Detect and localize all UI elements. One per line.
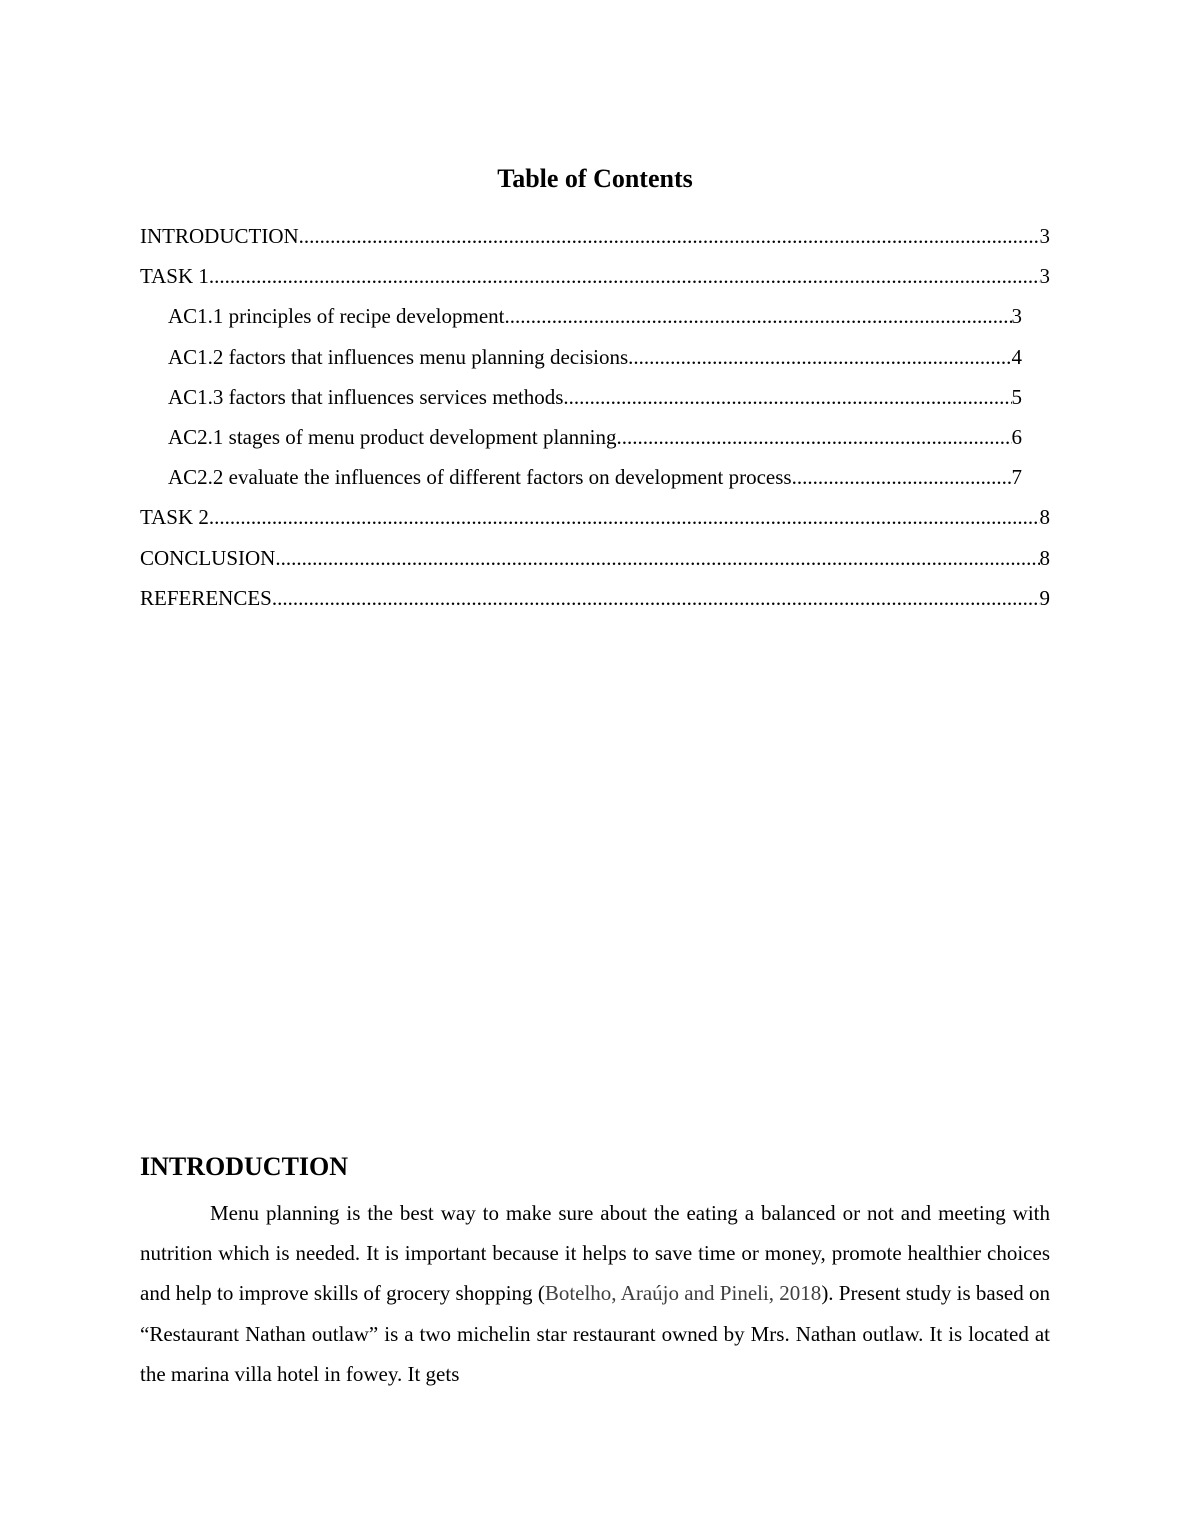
toc-entry-label: TASK 1 — [140, 264, 209, 289]
toc-entry-page: 3 — [1039, 224, 1050, 248]
toc-entry-conclusion[interactable] — [140, 542, 1050, 582]
toc-entry-page: 9 — [1039, 585, 1050, 610]
toc-dot-leader — [504, 300, 1011, 332]
toc-entry-label: AC1.2 factors that influences menu planning decisions — [168, 344, 629, 369]
toc-entry-page: 5 — [1011, 384, 1022, 409]
toc-entry-page: 8 — [1039, 545, 1050, 570]
toc-dot-leader — [272, 582, 1040, 614]
toc-dot-leader — [563, 381, 1011, 413]
toc-entry-label: INTRODUCTION — [140, 224, 299, 248]
toc-entry-label: AC1.1 principles of recipe development — [168, 304, 505, 329]
toc-dot-leader — [628, 341, 1011, 373]
citation: Botelho, Araújo and Pineli, 2018 — [544, 1281, 822, 1306]
toc-entry-label: REFERENCES — [140, 585, 272, 610]
toc-entry-task-2[interactable] — [140, 501, 1050, 541]
toc-entry-references[interactable] — [140, 582, 1050, 622]
introduction-text-part1: Menu planning is the best way to make sure about the eating a balanced or not and meeting with nutrition which is needed. It is important because it helps to save time or money, promote healthier choices and help to improve skills of grocery shopping ( — [140, 1201, 1050, 1306]
toc-entry-label: CONCLUSION — [140, 545, 276, 570]
toc-entry-ac2-1[interactable] — [140, 421, 1050, 461]
introduction-paragraph — [140, 1193, 1050, 1394]
toc-dot-leader — [299, 220, 1040, 252]
toc-entry-page: 3 — [1011, 304, 1022, 329]
toc-entry-ac1-3[interactable] — [140, 381, 1050, 421]
toc-dot-leader — [792, 461, 1012, 493]
toc-entry-ac1-2[interactable] — [140, 341, 1050, 381]
toc-dot-leader — [617, 421, 1012, 453]
toc-entry-label: AC2.2 evaluate the influences of different factors on development process — [168, 465, 792, 490]
introduction-text-part2: ). Present study is based on “Restaurant Nathan outlaw” is a two michelin star restaurant owned by Mrs. Nathan outlaw. It is located at the marina villa hotel in fowey. It gets — [140, 1281, 1050, 1386]
toc-entry-label: AC2.1 stages of menu product development planning — [168, 424, 617, 449]
toc-entry-ac1-1[interactable] — [140, 300, 1050, 340]
toc-entry-page: 8 — [1039, 505, 1050, 530]
toc-entry-page: 7 — [1011, 465, 1022, 490]
toc-entry-label: TASK 2 — [140, 505, 209, 530]
toc-entry-task-1[interactable] — [140, 260, 1050, 300]
toc-entry-label: AC1.3 factors that influences services methods — [168, 384, 564, 409]
toc-entry-introduction[interactable] — [140, 220, 1050, 260]
toc-title: Table of Contents — [497, 164, 693, 193]
toc-entry-page: 6 — [1011, 424, 1022, 449]
toc-dot-leader — [209, 260, 1040, 292]
toc-entry-ac2-2[interactable] — [140, 461, 1050, 501]
introduction-heading: INTRODUCTION — [140, 1152, 349, 1181]
toc-dot-leader — [209, 501, 1040, 533]
toc-entry-page: 3 — [1039, 264, 1050, 289]
toc-entry-page: 4 — [1011, 344, 1022, 369]
toc-dot-leader — [275, 542, 1039, 574]
table-of-contents — [140, 220, 1050, 622]
